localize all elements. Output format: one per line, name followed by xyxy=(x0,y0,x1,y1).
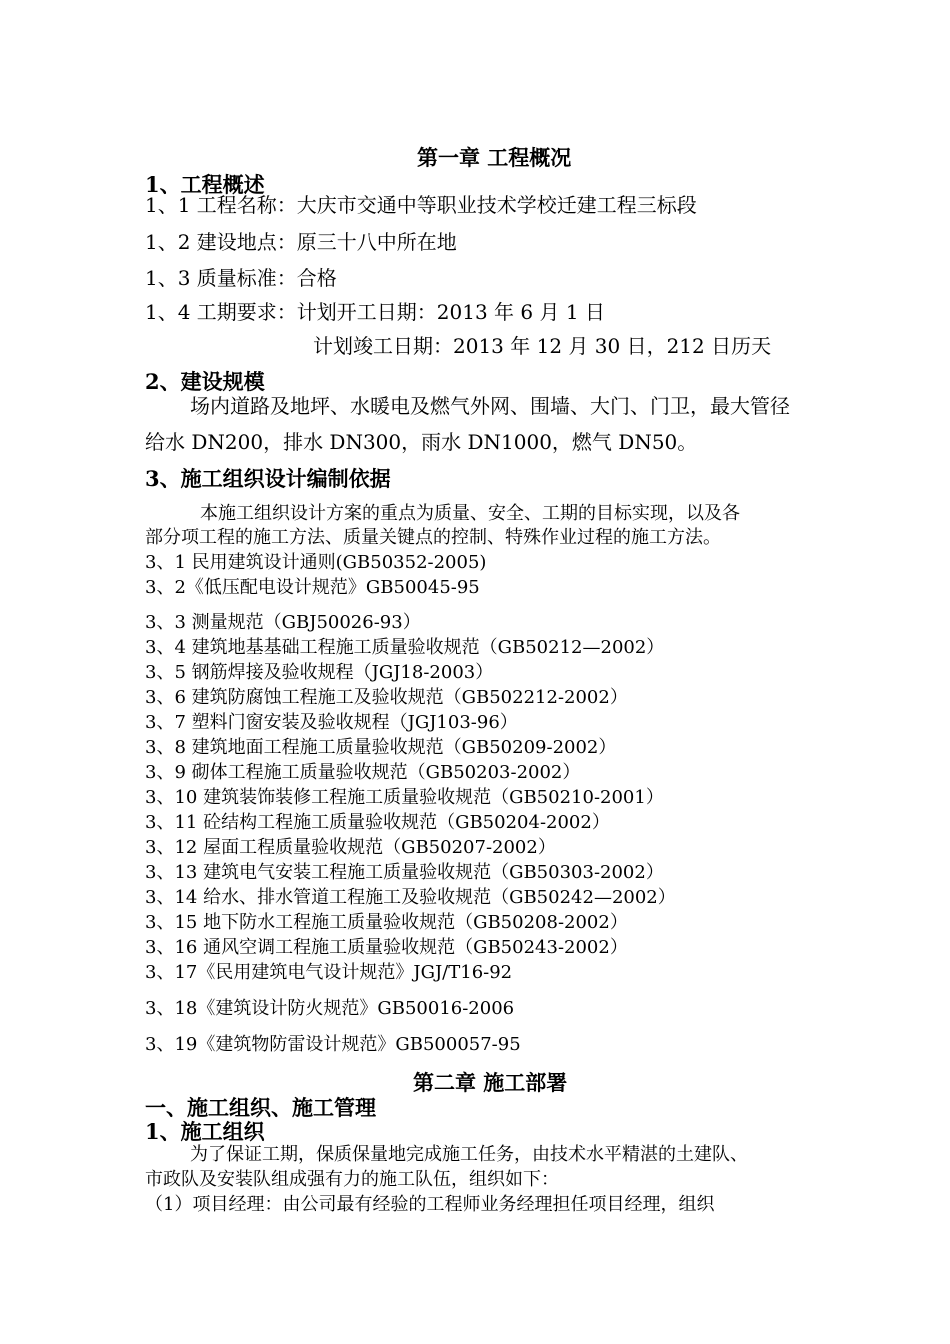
organization-line-3: （1）项目经理：由公司最有经验的工程师业务经理担任项目经理，组织 xyxy=(145,1194,715,1215)
basis-item: 3、9 砌体工程施工质量验收规范（GB50203-2002） xyxy=(145,762,581,783)
project-name: 1、1 工程名称：大庆市交通中等职业技术学校迁建工程三标段 xyxy=(145,193,697,217)
basis-item: 3、5 钢筋焊接及验收规程（JGJ18-2003） xyxy=(145,662,494,683)
basis-item: 3、14 给水、排水管道工程施工及验收规范（GB50242—2002） xyxy=(145,887,676,908)
basis-intro-line-2: 部分项工程的施工方法、质量关键点的控制、特殊作业过程的施工方法。 xyxy=(145,527,721,548)
chapter-2-heading-2: 1、施工组织 xyxy=(145,1119,265,1144)
quality-standard: 1、3 质量标准：合格 xyxy=(145,266,337,290)
scale-line-1: 场内道路及地坪、水暖电及燃气外网、围墙、大门、门卫，最大管径 xyxy=(190,394,790,418)
section-2-heading: 2、建设规模 xyxy=(145,369,265,394)
project-location: 1、2 建设地点：原三十八中所在地 xyxy=(145,230,457,254)
basis-item: 3、15 地下防水工程施工质量验收规范（GB50208-2002） xyxy=(145,912,628,933)
basis-item: 3、13 建筑电气安装工程施工质量验收规范（GB50303-2002） xyxy=(145,862,664,883)
basis-intro-line-1: 本施工组织设计方案的重点为质量、安全、工期的目标实现，以及各 xyxy=(200,503,740,524)
basis-item: 3、1 民用建筑设计通则(GB50352-2005) xyxy=(145,552,487,573)
schedule-end: 计划竣工日期：2013 年 12 月 30 日，212 日历天 xyxy=(313,334,772,358)
section-3-heading: 3、施工组织设计编制依据 xyxy=(145,466,391,491)
organization-line-1: 为了保证工期，保质保量地完成施工任务，由技术水平精湛的土建队、 xyxy=(190,1144,748,1165)
basis-item: 3、6 建筑防腐蚀工程施工及验收规范（GB502212-2002） xyxy=(145,687,628,708)
basis-item: 3、19《建筑物防雷设计规范》GB500057-95 xyxy=(145,1034,521,1055)
basis-item: 3、18《建筑设计防火规范》GB50016-2006 xyxy=(145,998,515,1019)
chapter-1-title: 第一章 工程概况 xyxy=(417,145,572,170)
basis-item: 3、2《低压配电设计规范》GB50045-95 xyxy=(145,577,480,598)
basis-item: 3、17《民用建筑电气设计规范》JGJ/T16-92 xyxy=(145,962,513,983)
schedule-start: 1、4 工期要求：计划开工日期：2013 年 6 月 1 日 xyxy=(145,300,605,324)
basis-item: 3、12 屋面工程质量验收规范（GB50207-2002） xyxy=(145,837,556,858)
basis-item: 3、11 砼结构工程施工质量验收规范（GB50204-2002） xyxy=(145,812,610,833)
chapter-2-heading-1: 一、施工组织、施工管理 xyxy=(145,1095,376,1120)
scale-line-2: 给水 DN200，排水 DN300，雨水 DN1000，燃气 DN50。 xyxy=(145,430,698,454)
basis-item: 3、16 通风空调工程施工质量验收规范（GB50243-2002） xyxy=(145,937,628,958)
chapter-2-title: 第二章 施工部署 xyxy=(413,1070,568,1095)
basis-item: 3、8 建筑地面工程施工质量验收规范（GB50209-2002） xyxy=(145,737,617,758)
basis-item: 3、3 测量规范（GBJ50026-93） xyxy=(145,612,421,633)
section-1-heading: 1、工程概述 xyxy=(145,172,265,197)
basis-item: 3、7 塑料门窗安装及验收规程（JGJ103-96） xyxy=(145,712,518,733)
basis-item: 3、4 建筑地基基础工程施工质量验收规范（GB50212—2002） xyxy=(145,637,665,658)
basis-item: 3、10 建筑装饰装修工程施工质量验收规范（GB50210-2001） xyxy=(145,787,664,808)
organization-line-2: 市政队及安装队组成强有力的施工队伍，组织如下： xyxy=(145,1169,559,1190)
